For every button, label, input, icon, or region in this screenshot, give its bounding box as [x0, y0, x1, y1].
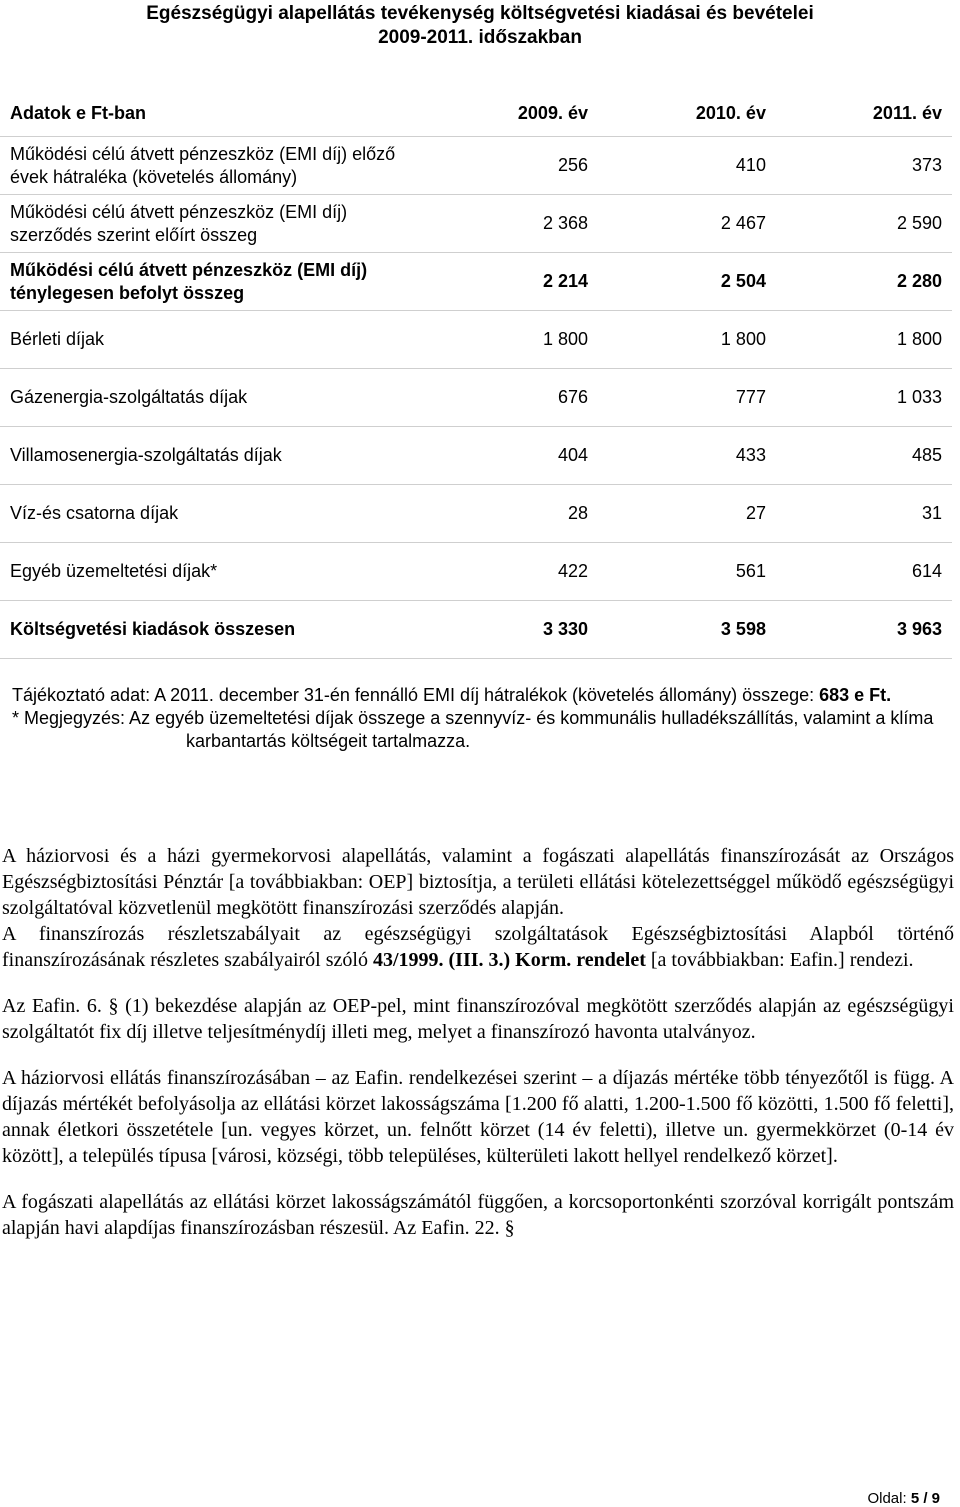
row-label: Működési célú átvett pénzeszköz (EMI díj) ténylegesen befolyt összeg	[0, 253, 420, 311]
page-label: Oldal:	[867, 1490, 907, 1507]
footnote: * Megjegyzés: Az egyéb üzemeltetési díjak összege a szennyvíz- és kommunális hulladékszállítás, valamint a klíma karbantartás költségeit tartalmazza.	[12, 708, 934, 751]
cell-value: 433	[598, 427, 776, 485]
title-line-2: 2009-2011. időszakban	[378, 27, 582, 48]
paragraph-text: [a továbbiakban: Eafin.] rendezi.	[650, 949, 914, 971]
info-note-text: Tájékoztató adat: A 2011. december 31-én fennálló EMI díj hátralékok (követelés állomány) összege:	[12, 685, 815, 705]
row-label: Víz-és csatorna díjak	[0, 485, 420, 543]
cell-value: 2 467	[598, 195, 776, 253]
cell-value: 3 330	[420, 601, 598, 659]
row-label: Villamosenergia-szolgáltatás díjak	[0, 427, 420, 485]
cell-value: 1 800	[598, 311, 776, 369]
row-label: Egyéb üzemeltetési díjak*	[0, 543, 420, 601]
row-label: Működési célú átvett pénzeszköz (EMI díj) szerződés szerint előírt összeg	[0, 195, 420, 253]
page-footer	[867, 1490, 940, 1507]
paragraph: Az Eafin. 6. § (1) bekezdése alapján az OEP-pel, mint finanszírozóval megkötött szerződés alapján az egészségügyi szolgáltatót fix díj illetve teljesítménydíj illeti meg, melyet a finanszírozó havonta utalványoz.	[2, 995, 954, 1043]
cell-value: 1 800	[420, 311, 598, 369]
column-header: 2010. év	[598, 90, 776, 137]
column-header: Adatok e Ft-ban	[0, 90, 420, 137]
cell-value: 410	[598, 137, 776, 195]
column-header: 2009. év	[420, 90, 598, 137]
row-label: Költségvetési kiadások összesen	[0, 601, 420, 659]
paragraph: A háziorvosi ellátás finanszírozásában – az Eafin. rendelkezései szerint – a díjazás mértéke több tényezőtől is függ. A díjazás mértékét befolyásolja az ellátási körzet lakosságszáma [1.200 fő alatti, 1.200-1.500 fő közötti, 1.500 fő feletti], annak életkori összetétele [un. vegyes körzet, un. felnőtt körzet (14 év feletti), illetve un. gyermekkörzet (0-14 év között], a település típusa [városi, községi, több településes, külterületi lakott hellyel rendelkező körzet].	[2, 1067, 954, 1167]
cell-value: 2 590	[776, 195, 952, 253]
cell-value: 373	[776, 137, 952, 195]
table-row	[0, 427, 952, 485]
cell-value: 404	[420, 427, 598, 485]
table-row	[0, 137, 952, 195]
page-title	[0, 2, 960, 50]
cell-value: 561	[598, 543, 776, 601]
column-header: 2011. év	[776, 90, 952, 137]
cell-value: 256	[420, 137, 598, 195]
table-row	[0, 485, 952, 543]
cell-value: 27	[598, 485, 776, 543]
table-row	[0, 253, 952, 311]
table-total-row	[0, 601, 952, 659]
cell-value: 2 504	[598, 253, 776, 311]
row-label: Működési célú átvett pénzeszköz (EMI díj) előző évek hátraléka (követelés állomány)	[0, 137, 420, 195]
paragraph: A fogászati alapellátás az ellátási körzet lakosságszámától függően, a korcsoportonkénti szorzóval korrigált pontszám alapján havi alapdíjas finanszírozásban részesül. Az Eafin. 22. §	[2, 1191, 954, 1239]
budget-table	[0, 90, 952, 659]
table-notes	[12, 684, 942, 753]
info-note	[12, 684, 942, 707]
body-text	[2, 843, 954, 1241]
paragraph: A háziorvosi és a házi gyermekorvosi alapellátás, valamint a fogászati alapellátás finanszírozását az Országos Egészségbiztosítási Pénztár [a továbbiakban: OEP] biztosítja, a területi ellátási kötelezettséggel működő egészségügyi szolgáltatóval közvetlenül megkötött finanszírozási szerződés alapján.	[2, 845, 954, 919]
cell-value: 1 800	[776, 311, 952, 369]
cell-value: 2 280	[776, 253, 952, 311]
row-label: Bérleti díjak	[0, 311, 420, 369]
cell-value: 28	[420, 485, 598, 543]
table-row	[0, 195, 952, 253]
paragraph-text: A finanszírozás részletszabályait az egészségügyi szolgáltatások Egészségbiztosítási Alapból történő finanszírozásának részletes szabályairól szóló	[2, 923, 954, 971]
table-row	[0, 369, 952, 427]
cell-value: 1 033	[776, 369, 952, 427]
cell-value: 777	[598, 369, 776, 427]
cell-value: 3 963	[776, 601, 952, 659]
info-note-value: 683 e Ft.	[819, 685, 892, 705]
row-label: Gázenergia-szolgáltatás díjak	[0, 369, 420, 427]
cell-value: 3 598	[598, 601, 776, 659]
cell-value: 676	[420, 369, 598, 427]
table-header-row	[0, 90, 952, 137]
cell-value: 485	[776, 427, 952, 485]
paragraph	[2, 921, 954, 973]
page-number: 5 / 9	[910, 1490, 940, 1507]
cell-value: 2 368	[420, 195, 598, 253]
table-row	[0, 543, 952, 601]
cell-value: 31	[776, 485, 952, 543]
cell-value: 422	[420, 543, 598, 601]
cell-value: 614	[776, 543, 952, 601]
title-line-1: Egészségügyi alapellátás tevékenység költségvetési kiadásai és bevételei	[146, 3, 814, 24]
table-row	[0, 311, 952, 369]
regulation-reference: 43/1999. (III. 3.) Korm. rendelet	[372, 949, 646, 971]
cell-value: 2 214	[420, 253, 598, 311]
